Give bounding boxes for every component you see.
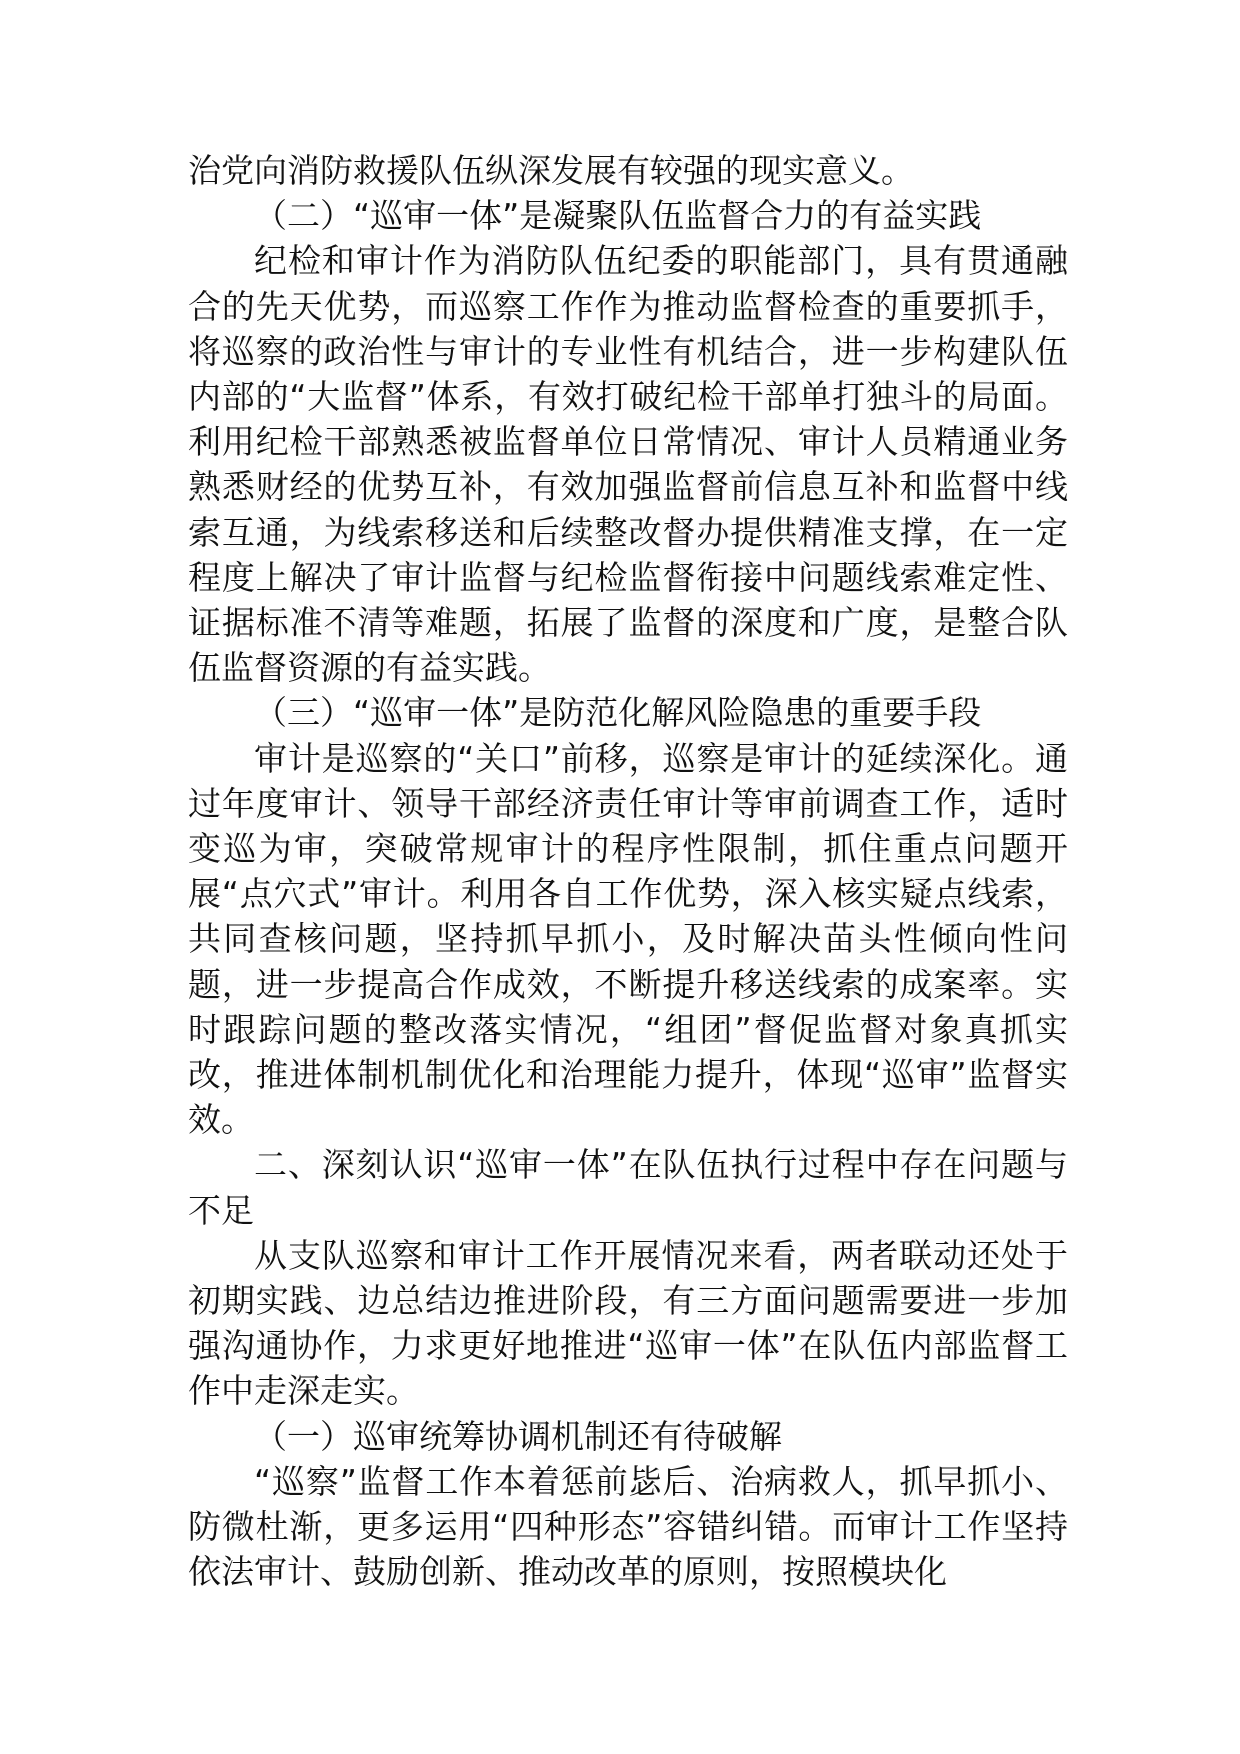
section-heading-2: （二）“巡审一体”是凝聚队伍监督合力的有益实践 — [254, 196, 982, 236]
paragraph-current-status: 从支队巡察和审计工作开展情况来看，两者联动还处于初期实践、边总结边推进阶段，有三方面问题需要进一步加强沟通协作，力求更好地推进“巡审一体”在队伍内部监督工作中走深走实。 — [188, 1235, 1068, 1411]
paragraph-coordination: “巡察”监督工作本着惩前毖后、治病救人，抓早抓小、防微杜渐，更多运用“四种形态”容错纠错。而审计工作坚持依法审计、鼓励创新、推动改革的原则，按照模块化 — [188, 1461, 1068, 1592]
section-heading-1: （一）巡审统筹协调机制还有待破解 — [254, 1416, 782, 1456]
chapter-heading-two: 二、深刻认识“巡审一体”在队伍执行过程中存在问题与不足 — [188, 1145, 1068, 1230]
paragraph-risk-prevention: 审计是巡察的“关口”前移，巡察是审计的延续深化。通过年度审计、领导干部经济责任审计等审前调查工作，适时变巡为审，突破常规审计的程序性限制，抓住重点问题开展“点穴式”审计。利用各自工作优势，深入核实疑点线索，共同查核问题，坚持抓早抓小，及时解决苗头性倾向性问题，进一步提高合作成效，不断提升移送线索的成案率。实时跟踪问题的整改落实情况，“组团”督促监督对象真抓实改，推进体制机制优化和治理能力提升，体现“巡审”监督实效。 — [188, 738, 1068, 1140]
paragraph-supervision-synergy: 纪检和审计作为消防队伍纪委的职能部门，具有贯通融合的先天优势，而巡察工作作为推动监督检查的重要抓手，将巡察的政治性与审计的专业性有机结合，进一步构建队伍内部的“大监督”体系，有效打破纪检干部单打独斗的局面。利用纪检干部熟悉被监督单位日常情况、审计人员精通业务熟悉财经的优势互补，有效加强监督前信息互补和监督中线索互通，为线索移送和后续整改督办提供精准支撑，在一定程度上解决了审计监督与纪检监督衔接中问题线索难定性、证据标准不清等难题，拓展了监督的深度和广度，是整合队伍监督资源的有益实践。 — [188, 241, 1068, 688]
paragraph-continuation: 治党向消防救援队伍纵深发展有较强的现实意义。 — [188, 151, 914, 190]
section-heading-3: （三）“巡审一体”是防范化解风险隐患的重要手段 — [254, 693, 982, 733]
document-page — [188, 148, 1068, 1595]
